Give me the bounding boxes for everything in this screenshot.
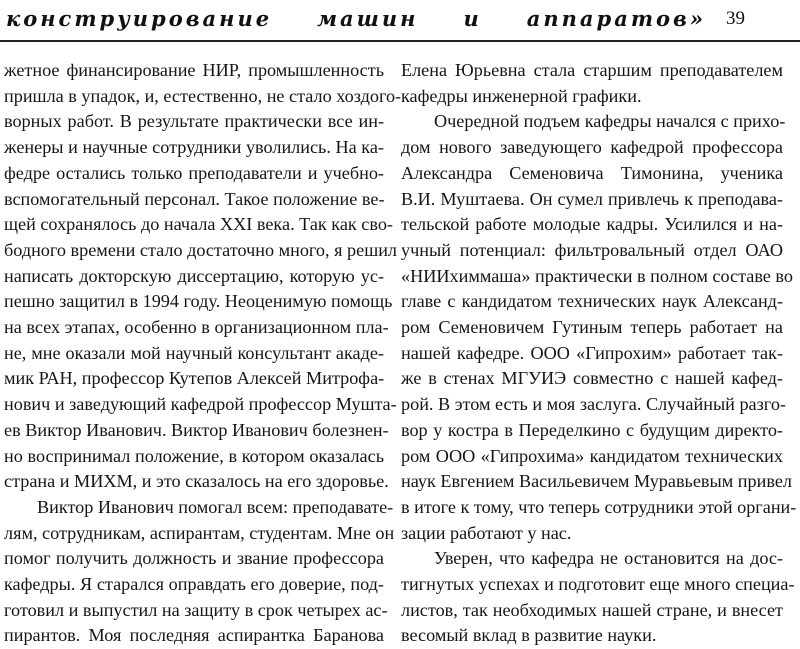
text-line: учный потенциал: фильтровальный отдел ОАО bbox=[401, 239, 783, 260]
text-line: Виктор Иванович помогал всем: преподавате- bbox=[37, 496, 394, 517]
header-rule bbox=[0, 40, 800, 42]
text-line: женеры и научные сотрудники уволились. На ка- bbox=[4, 137, 384, 158]
text-line: не, мне оказали мой научный консультант акаде- bbox=[4, 342, 384, 363]
text-line: ев Виктор Иванович. Виктор Иванович болезнен- bbox=[4, 419, 389, 440]
text-line: Александра Семеновича Тимонина, ученика bbox=[401, 162, 783, 183]
text-line: щей сохранялось до начала XXI века. Так как сво- bbox=[4, 214, 393, 235]
text-line: но воспринимал положение, в котором оказалась bbox=[4, 445, 384, 466]
text-line: лям, сотрудникам, аспирантам, студентам. Мне он bbox=[4, 522, 395, 543]
text-line: пришла в упадок, и, естественно, не стало хоздого- bbox=[4, 85, 402, 106]
text-line: весомый вклад в развитие науки. bbox=[401, 625, 657, 646]
text-line: тельской работе молодые кадры. Усилился и на- bbox=[401, 214, 783, 235]
text-line: наук Евгением Васильевичем Муравьевым привел bbox=[401, 471, 792, 492]
text-line: рой. В этом есть и моя заслуга. Случайный разго- bbox=[401, 394, 786, 415]
text-line: нович и заведующий кафедрой профессор Муштa- bbox=[4, 394, 397, 415]
text-line: ром Семеновичем Гутиным теперь работает на bbox=[401, 317, 783, 338]
text-line: зации работают у нас. bbox=[401, 522, 572, 543]
text-line: дом нового заведующего кафедрой профессора bbox=[401, 137, 783, 158]
running-title-word: машин bbox=[317, 6, 419, 31]
text-line: «НИИхиммаша» практически в полном составе во bbox=[401, 265, 793, 286]
running-title-word: и bbox=[463, 6, 482, 31]
text-line: Уверен, что кафедра не остановится на дос- bbox=[434, 548, 783, 569]
text-line: главе с кандидатом технических наук Александ- bbox=[401, 291, 783, 312]
text-line: вор у костра в Переделкино с будущим директо- bbox=[401, 419, 783, 440]
text-line: пешно защитил в 1994 году. Неоценимую помощь bbox=[4, 291, 393, 312]
text-line: листов, так необходимых нашей стране, и внесет bbox=[401, 599, 783, 620]
text-line: написать докторскую диссертацию, которую ус- bbox=[4, 265, 384, 286]
text-line: же в стенах МГУИЭ совместно с нашей кафед- bbox=[401, 368, 783, 389]
running-title-word: конструирование bbox=[6, 6, 273, 31]
text-line: кафедры. Я старался оправдать его доверие, под- bbox=[4, 574, 384, 595]
text-line: нашей кафедре. ООО «Гипрохим» работает так- bbox=[401, 342, 783, 363]
text-line: кафедры инженерной графики. bbox=[401, 85, 642, 106]
text-line: готовил и выпустил на защиту в срок четырех ас- bbox=[4, 599, 388, 620]
text-line: федре остались только преподаватели и учебно- bbox=[4, 162, 384, 183]
left-column bbox=[4, 58, 402, 649]
right-column bbox=[401, 58, 797, 649]
running-title bbox=[6, 6, 706, 31]
text-line: Елена Юрьевна стала старшим преподавателем bbox=[401, 60, 783, 80]
text-line: ром ООО «Гипрохима» кандидатом технических bbox=[401, 445, 783, 466]
text-line: помог получить должность и звание профессора bbox=[4, 548, 384, 569]
text-line: тигнутых успехах и подготовит еще много специа- bbox=[401, 574, 795, 595]
running-title-word: аппаратов» bbox=[526, 6, 706, 31]
text-line: в итоге к тому, что теперь сотрудники этой органи- bbox=[401, 496, 797, 517]
text-line: страна и МИХМ, и это сказалось на его здоровье. bbox=[4, 471, 389, 492]
text-line: бодного времени стало достаточно много, я решил bbox=[4, 239, 398, 260]
text-line: Очередной подъем кафедры начался с прихо- bbox=[434, 111, 786, 132]
text-line: ворных работ. В результате практически все ин- bbox=[4, 111, 384, 132]
text-line: на всех этапах, особенно в организационном пла- bbox=[4, 317, 389, 338]
text-line: мик РАН, профессор Кутепов Алексей Митрофа- bbox=[4, 368, 385, 389]
text-line: пирантов. Моя последняя аспирантка Баранова bbox=[4, 625, 384, 646]
page-number: 39 bbox=[726, 8, 745, 29]
text-line: вспомогательный персонал. Такое положение ве- bbox=[4, 188, 385, 209]
text-line: В.И. Муштаева. Он сумел привлечь к преподава- bbox=[401, 188, 783, 209]
page-header bbox=[0, 0, 800, 40]
text-line: жетное финансирование НИР, промышленность bbox=[4, 60, 384, 80]
